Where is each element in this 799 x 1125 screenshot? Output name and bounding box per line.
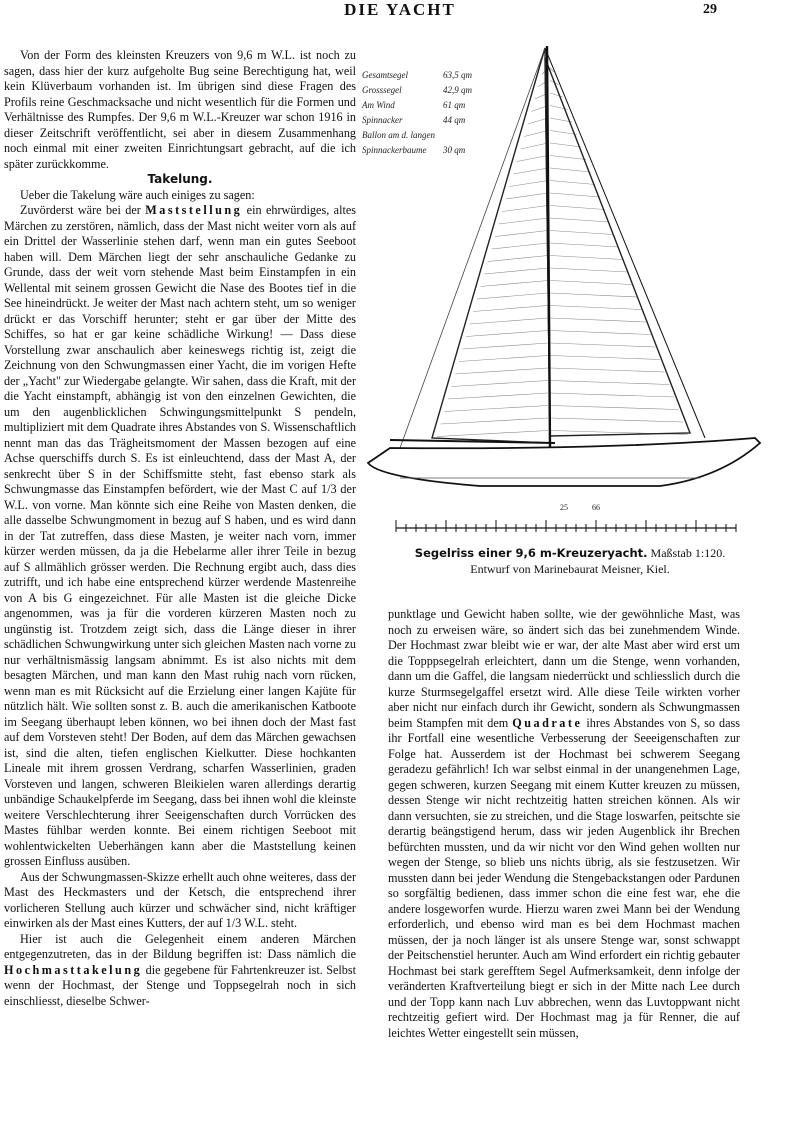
table-value: 30 qm [443, 145, 466, 155]
forestay [545, 48, 705, 438]
hull [368, 438, 760, 486]
hatching [437, 68, 688, 437]
sail-area-table [361, 70, 473, 155]
intro-line: ist noch zu sagen, dass hier der kurz aufgeholte Bug seine [4, 48, 356, 78]
text-run: die gegebene für Fahrtenkreuzer ist. Selbst wenn der Hochmast, der Stenge und Toppsegelrah noch in sich einschliesst, dieselbe Schwer- [4, 962, 356, 1008]
spaced-term: Hochmasttakelung [4, 962, 143, 977]
intro-paragraph [4, 48, 356, 172]
running-title: DIE YACHT [344, 0, 456, 19]
station-mark: 66 [592, 503, 600, 512]
right-column [388, 607, 740, 1041]
page-number: 29 [703, 2, 717, 17]
sail-plan-drawing [360, 38, 770, 512]
scale-bar [396, 518, 736, 538]
intro-line: Von der Form des kleinsten Kreuzers von 9,6 m W.L. [20, 48, 296, 62]
intro-line: Berechtigung hat, weil kein Klüverbaum vorhanden ist. Im [4, 63, 357, 93]
mast [547, 46, 550, 448]
intro-line: Zeitschrift veröffentlicht, sei aber in diesem Zusammenhang [39, 125, 357, 140]
left-column [4, 48, 356, 1009]
table-label: Am Wind [362, 100, 395, 110]
table-value: 42,9 qm [443, 85, 472, 95]
text-run: punktlage und Gewicht haben sollte, wie der gewöhnliche Mast, was noch zu erweisen wäre, so ändert sich das bei zunehmendem Winde. Der Hochmast zwar bleibt wie er war, der alte Mast aber wird erst um die Topppsegelrah erleichtert, dann um die Stenge, wenn vorhanden, dann um die Gaffel, die langsam niederrückt und schliesslich durch die kurze Sturmsegelgaffel ersetzt wird. Alle diese Teile wirkten vorher aber nicht nur einfach durch ihr Gewicht, sondern als Schwungmassen beim Stampfen mit dem [388, 607, 740, 730]
paragraph [4, 932, 356, 1010]
caption-title: Segelriss einer 9,6 m-Kreuzeryacht. [414, 546, 648, 560]
text-run: Zuvörderst wäre bei der [20, 203, 146, 217]
table-label: Gesamtsegel [362, 70, 408, 80]
caption-line [380, 545, 760, 561]
backstay [400, 48, 545, 448]
paragraph: Ueber die Takelung wäre auch einiges zu sagen: [20, 187, 255, 202]
intro-line: und nicht wesentlich für die Formen und Verhältnisse des [4, 94, 356, 124]
table-label: Ballon am d. langen [362, 130, 435, 140]
intro-line: noch einmal mit einer zweiten Einrichtungsart gebracht, [4, 141, 294, 155]
text-run: ihres Abstandes von S, so dass ihr Fortfall eine wesentliche Verbesserung der Seeeigenschaften zur Folge hat. Ausserdem ist der Hochmast bei schwerem Seegang geradezu gefährlich! Ich war selbst einmal in der unangenehmen Lage, gegen schweren, kurzen Seegang mit einem Kutter kreuzen zu müssen, dessen Stenge wir nicht rechtzeitig hatten streichen können. Als wir dann versuchten, sie zu streichen, und die Stage loswarfen, peitschte sie derartig beängstigend herum, dass wir jeden Augenblick ihr Brechen befürchten mussten, und da wir nicht vor den Wind gehen wollten nur wegen der Stenge, so blieb uns nichts übrig, als sie festzusetzen. Wir mussten dann bei jeder Wendung die Stengebackstangen oder Pardunen so sorgfältig bedienen, dass immer schon die eine fest war, ehe die andere losgeworfen wurde. Hierzu waren zwei Mann bei der Wendung erforderlich, und ebenso wird man es bei dem Hochmast machen müssen, der ja noch länger ist als unsere Stenge war, sonst schwappt der Peitschenstiel herunter. Auch am Wind erfordert ein richtig gebauter Hochmast bei stark gerefftem Segel Aufmerksamkeit, denn infolge der veränderten Kraftverteilung biegt er sich in der Mitte nach Lee durch und der Topp kann nach Luv abbrechen, wenn das Luvtoppwant nicht rechtzeitig gefiert wird. Der Hochmast mag ja für Renner, die auf leichtes Wetter eingestellt sein müssen, [388, 715, 740, 1040]
caption-credit: Entwurf von Marinebaurat Meisner, Kiel. [470, 562, 670, 576]
table-value: 61 qm [443, 100, 466, 110]
spaced-term: Maststellung [145, 203, 243, 217]
intro-line: Rumpfes. Der 9,6 m W.L.-Kreuzer war schon 1916 in dieser [4, 110, 356, 140]
table-value: 44 qm [443, 115, 466, 125]
text-run: Hier ist auch die Gelegenheit einem anderen Märchen entgegenzutreten, das in der Bildung begriffen ist: Dass nämlich die [4, 931, 356, 961]
table-label: Spinnackerbaume [362, 145, 427, 155]
figure-caption [380, 545, 760, 577]
table-label: Spinnacker [362, 115, 403, 125]
spaced-term: Quadrate [512, 715, 583, 730]
jib-outline [545, 58, 690, 436]
paragraph: Aus der Schwungmassen-Skizze erhellt auch ohne weiteres, dass der Mast des Heckmasters und der Ketsch, die entsprechend ihrer vorlicheren Stellung auch kürzer und schwächer sind, nicht kräftiger einwirken als der Mast eines Kutters, der auf 1/3 W.L. steht. [4, 869, 356, 930]
table-value: 63,5 qm [443, 70, 472, 80]
intro-line: auf die ich später zurückkomme. [4, 141, 357, 171]
table-label: Grosssegel [362, 85, 402, 95]
intro-line: übrigen sind diese Fragen des Profils reine Geschmacksache [4, 79, 357, 109]
paragraph [388, 607, 740, 1041]
station-mark: 25 [560, 503, 568, 512]
paragraph [4, 203, 356, 870]
section-heading: Takelung. [147, 172, 213, 186]
page-header [0, 0, 799, 22]
caption-scale: Maßstab 1:120. [647, 546, 726, 560]
text-run: ein ehrwürdiges, altes Märchen zu zerstören, nämlich, dass der Mast nicht weiter vorn als auf ein Drittel der Wasserlinie stehen darf, wenn man ein gutes Seeboot haben will. Dem Märchen liegt der sehr anschauliche Gedanke zu Grunde, dass der weit vorn stehende Mast beim Einstampfen in ein Wellental mit seinem grossen Gewicht die Nase des Bootes tief in die See hineindrückt. Je weiter der Mast nach achtern steht, um so weniger drückt er das Vorschiff herunter; steht er gar über der Mitte des Schiffes, so hat er gar keine schädliche Wirkung! — Dass diese Vorstellung zwar anschaulich aber keineswegs richtig ist, zeigt die Zeichnung von den Schwungmassen einer Yacht, die im vorigen Hefte der „Yacht" zur Wiedergabe gelangte. Wir sahen, dass die Kraft, mit der die Yacht einstampft, abhängig ist von den einzelnen Gewichten, die um den augenblicklichen Schwingungsmittelpunkt S pendeln, multipliziert mit dem Quadrate ihres Abstandes von S. Wissenschaftlich nennt man das das Trägheitsmoment der Massen bezogen auf eine Achse querschiffs durch S. Es ist einleuchtend, dass der Mast A, der senkrecht über S in der Schiffsmitte steht, fast ebenso stark als Schwungmasse das Einstampfen befördert, wie der Mast C auf 1/3 der W.L. von vorne. Man könnte sich eine Reihe von Masten denken, die alle dasselbe Schwungmoment in bezug auf S haben, und es wird dann in der Tat zutreffen, dass diese Masten, je weiter nach vorn, immer kürzer werden müssen, da ja die Hebelarme aller ihrer Teile in bezug auf S allmählich grösser werden. Die Rechnung ergibt auch, dass dies zutrifft, und ich habe eine entsprechend kürzer werdende Mastenreihe von A bis G eingezeichnet. Für alle Masten ist die gleiche Dicke angenommen, was ja für die vorderen kürzeren Masten noch zu ungünstig ist. Trotzdem zeigt sich, dass die Länge dieser in ihrer schädlichen Schwungwirkung unter sich gleichen Masten nach vorne zu nur verhältnismässig langsam abnimmt. Es ist also nichts mit dem besagten Märchen, und man kann den Mast ruhig nach vorn rücken, wenn man es mit Rücksicht auf die Erzielung einer langen Kajüte für nützlich hält. Wie sollten sonst z. B. auch die amerikanischen Katboote im Seegang überhaupt leben können, wo bei ihnen doch der Mast fast auf dem Vorsteven steht! Der Boden, auf dem das Märchen gewachsen ist, sind die alten, tiefen englischen Kielkutter. Diese hochkanten Lineale mit ihrem grossen Verdrang, scharfen Wasserlinien, graden Vorsteven und langen, schweren Bleikielen waren allerdings derartig unbändige Schaukelpferde im Seegang, dass bei ihnen wohl die kleinste weitere Verschlechterung ihrer Seeigenschaften durch Vorrücken des Mastes fühlbar werden konnte. Bei einem richtigen Seeboot mit wohlentwickelten Ueberhängen kann aber die Maststellung keinen grossen Einfluss ausüben. [4, 203, 356, 868]
